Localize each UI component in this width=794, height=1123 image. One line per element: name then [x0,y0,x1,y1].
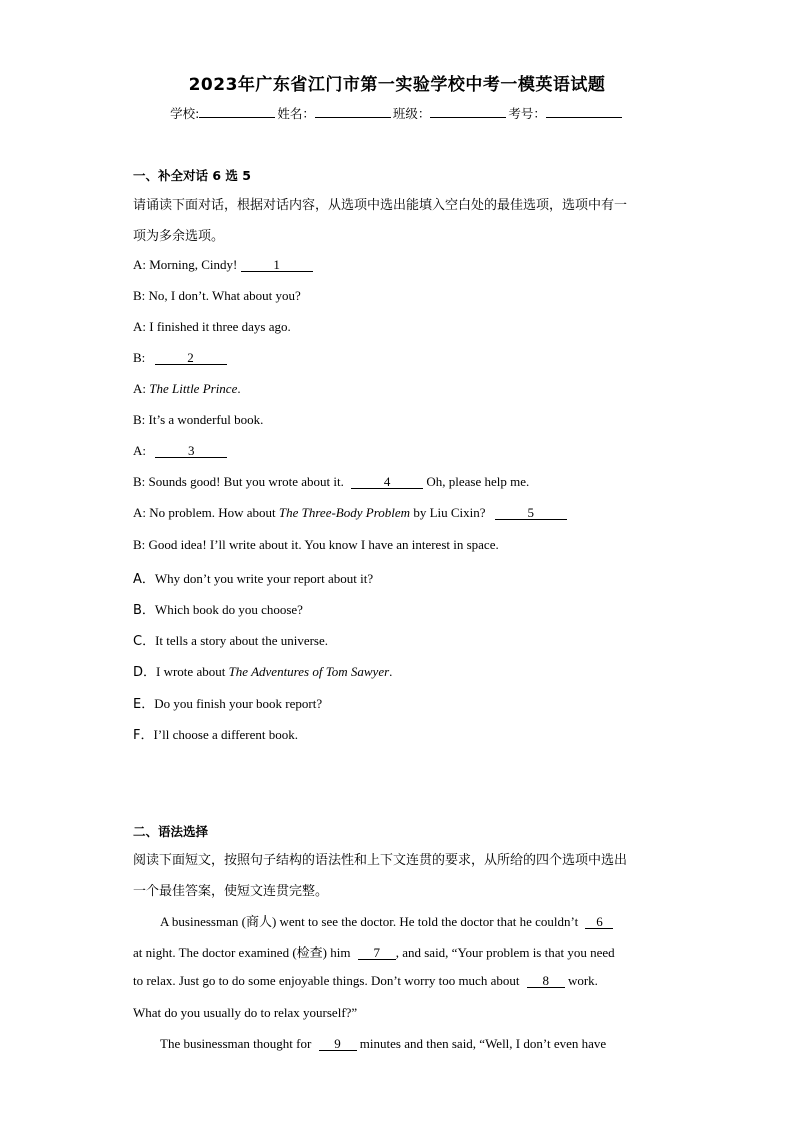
dialogue-text: B: Sounds good! But you wrote about it. [133,474,344,489]
passage-line-3 [133,973,598,989]
answer-blank-5[interactable]: 5 [495,506,567,520]
option-c[interactable] [133,630,328,649]
passage-text: , and said, “Your problem is that you need [395,945,615,960]
name-label: 姓名： [277,106,315,121]
passage-line-5 [160,1036,606,1052]
passage-text: A businessman (商人) went to see the doctor. He told the doctor that he couldn’t [160,914,579,929]
class-label: 班级： [392,106,431,121]
dialogue-line-9 [133,505,567,521]
passage-text: to relax. Just go to do some enjoyable things. Don’t worry too much about [133,973,520,988]
dialogue-text: A: [133,443,146,458]
passage-text: work. [567,973,598,988]
section1-instruction-1: 请诵读下面对话，根据对话内容，从选项中选出能填入空白处的最佳选项，选项中有一 [133,198,628,213]
option-text: I’ll choose a different book. [153,727,299,742]
dialogue-line-6: B: It’s a wonderful book. [133,412,264,427]
answer-blank-9[interactable]: 9 [319,1037,357,1051]
answer-blank-8[interactable]: 8 [527,974,565,988]
student-info-row [0,104,794,122]
number-label: 考号： [508,106,546,121]
class-blank[interactable] [430,105,506,118]
answer-blank-7[interactable]: 7 [358,946,396,960]
dialogue-text: A: No problem. How about [133,505,279,520]
dialogue-line-7 [133,443,227,459]
section2-heading: 二、语法选择 [133,824,209,839]
option-text: Why don’t you write your report about it? [154,571,374,586]
dialogue-text: B: [133,350,146,365]
school-label: 学校: [170,106,200,121]
answer-blank-1[interactable]: 1 [241,258,313,272]
section2-instruction-2: 一个最佳答案，使短文连贯完整。 [133,884,329,899]
option-b[interactable] [133,599,303,618]
dialogue-line-8 [133,474,529,490]
answer-blank-3[interactable]: 3 [155,444,227,458]
book-title: The Little Prince [149,381,238,396]
dialogue-line-2: B: No, I don’t. What about you? [133,288,301,303]
dialogue-line-4 [133,350,227,366]
option-d[interactable] [133,661,392,680]
answer-blank-2[interactable]: 2 [155,351,227,365]
school-blank[interactable] [199,105,275,118]
option-label: D． [133,665,157,680]
passage-text: minutes and then said, “Well, I don’t even have [359,1036,607,1051]
option-text: I wrote about [156,664,229,679]
dialogue-text: A: Morning, Cindy! [133,257,238,272]
dialogue-text: by Liu Cixin? [410,505,486,520]
answer-blank-6[interactable]: 6 [585,915,613,929]
dialogue-line-3: A: I finished it three days ago. [133,319,291,334]
passage-text: The businessman thought for [160,1036,312,1051]
option-label: B． [133,603,155,618]
option-f[interactable] [133,724,298,743]
dialogue-line-10: B: Good idea! I’ll write about it. You know I have an interest in space. [133,537,499,552]
page-title: 2023年广东省江门市第一实验学校中考一模英语试题 [188,75,606,95]
option-text: . [389,664,393,679]
name-blank[interactable] [315,105,391,118]
dialogue-line-5 [133,381,241,397]
section2-instruction-1: 阅读下面短文，按照句子结构的语法性和上下文连贯的要求，从所给的四个选项中选出 [133,853,628,868]
number-blank[interactable] [546,105,622,118]
answer-blank-4[interactable]: 4 [351,475,423,489]
book-title: The Adventures of Tom Sawyer [228,664,390,679]
dialogue-text: A: [133,381,150,396]
option-label: E． [133,697,155,712]
option-label: A． [133,572,155,587]
option-label: F． [133,728,154,743]
book-title: The Three-Body Problem [278,505,411,520]
option-e[interactable] [133,693,322,712]
section1-instruction-2: 项为多余选项。 [133,229,225,244]
passage-line-2 [133,942,615,961]
passage-text: at night. The doctor examined (检查) him [133,945,351,960]
option-text: It tells a story about the universe. [155,633,329,648]
dialogue-text: Oh, please help me. [426,474,530,489]
option-label: C． [133,634,156,649]
passage-line-4: What do you usually do to relax yourself?” [133,1005,358,1020]
dialogue-text: . [237,381,241,396]
dialogue-line-1 [133,257,313,273]
section1-heading: 一、补全对话 6 选 5 [133,168,251,183]
option-a[interactable] [133,568,373,587]
passage-line-1 [160,911,613,930]
option-text: Do you finish your book report? [154,696,323,711]
option-text: Which book do you choose? [154,602,303,617]
